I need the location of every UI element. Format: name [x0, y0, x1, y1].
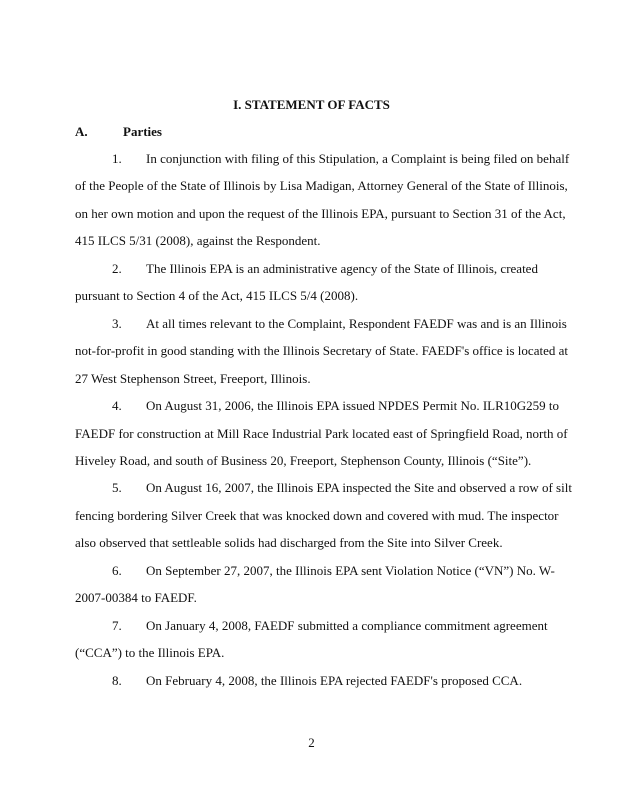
paragraph-number: 2.: [112, 260, 122, 276]
paragraph-line: (“CCA”) to the Illinois EPA.: [75, 645, 225, 661]
paragraph-line: The Illinois EPA is an administrative agency of the State of Illinois, created: [146, 260, 538, 276]
section-heading: I. STATEMENT OF FACTS: [233, 97, 390, 112]
paragraph-number: 6.: [112, 562, 122, 578]
paragraph-number: 4.: [112, 398, 122, 414]
paragraph-line: fencing bordering Silver Creek that was knocked down and covered with mud. The inspector: [75, 507, 559, 523]
paragraph-line: FAEDF for construction at Mill Race Industrial Park located east of Springfield Road, north of: [75, 425, 568, 441]
paragraph-line: On August 16, 2007, the Illinois EPA inspected the Site and observed a row of silt: [146, 480, 572, 496]
paragraph-number: 5.: [112, 480, 122, 496]
paragraph-line: At all times relevant to the Complaint, Respondent FAEDF was and is an Illinois: [146, 315, 567, 331]
paragraph-line: pursuant to Section 4 of the Act, 415 ILCS 5/4 (2008).: [75, 288, 359, 304]
paragraph-line: 27 West Stephenson Street, Freeport, Illinois.: [75, 370, 311, 386]
paragraph-number: 1.: [112, 151, 122, 166]
paragraph-line: on her own motion and upon the request of the Illinois EPA, pursuant to Section 31 of the Act,: [75, 205, 566, 221]
paragraph-number: 3.: [112, 315, 122, 331]
paragraph-line: In conjunction with filing of this Stipulation, a Complaint is being filed on behalf: [146, 151, 570, 166]
paragraph-line: On August 31, 2006, the Illinois EPA issued NPDES Permit No. ILR10G259 to: [146, 398, 560, 414]
paragraph-line: On September 27, 2007, the Illinois EPA sent Violation Notice (“VN”) No. W-: [146, 562, 555, 578]
paragraph-line: 415 ILCS 5/31 (2008), against the Respondent.: [75, 233, 321, 249]
paragraph-number: 8.: [112, 672, 122, 688]
paragraph-line: On February 4, 2008, the Illinois EPA rejected FAEDF's proposed CCA.: [146, 672, 523, 688]
paragraph-line: not-for-profit in good standing with the Illinois Secretary of State. FAEDF's office is located at: [75, 343, 568, 359]
paragraph-line: of the People of the State of Illinois by Lisa Madigan, Attorney General of the State of Illinois,: [75, 178, 568, 194]
paragraph-line: also observed that settleable solids had discharged from the Site into Silver Creek.: [75, 535, 503, 551]
page-number: 2: [308, 735, 315, 750]
paragraph-line: 2007-00384 to FAEDF.: [75, 590, 197, 606]
paragraph-line: On January 4, 2008, FAEDF submitted a compliance commitment agreement: [146, 617, 548, 633]
subsection-letter: A.: [75, 124, 88, 139]
paragraph-number: 7.: [112, 617, 122, 633]
subsection-title: Parties: [123, 124, 162, 139]
paragraph-line: Hiveley Road, and south of Business 20, Freeport, Stephenson County, Illinois (“Site”).: [75, 452, 532, 468]
